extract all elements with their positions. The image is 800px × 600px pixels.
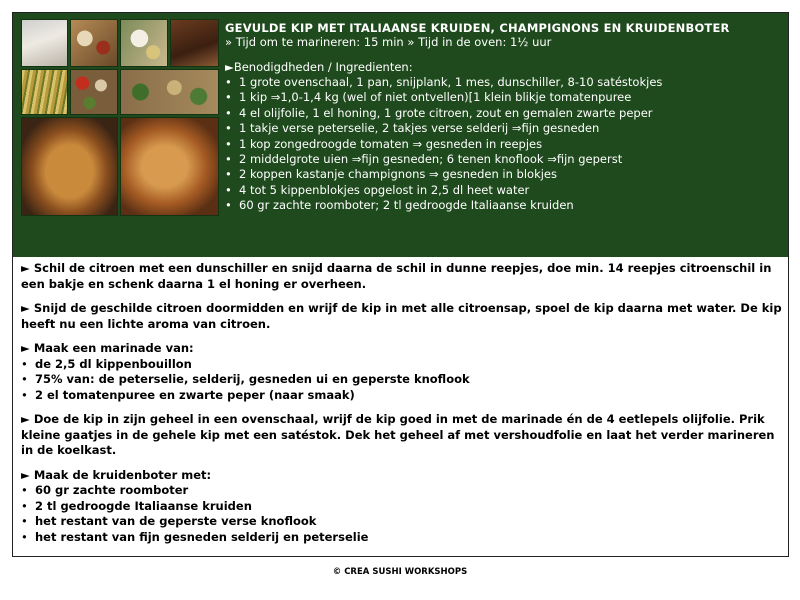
recipe-card (12, 12, 789, 557)
photo-ingredients-bowls (120, 19, 168, 67)
bullet-icon: • (21, 514, 28, 528)
herb-butter-item: • het restant van de geperste verse knoflook (21, 514, 317, 528)
step-marinade-heading: ► Maak een marinade van: (21, 341, 194, 355)
bullet-icon: • (225, 136, 232, 151)
ingredient-item: • 60 gr zachte roomboter; 2 tl gedroogde Italiaanse kruiden (225, 198, 574, 213)
ingredient-item: • 1 grote ovenschaal, 1 pan, snijplank, 1 mes, dunschiller, 8-10 satéstokjes (225, 75, 663, 89)
marinade-item: • 75% van: de peterselie, selderij, gesneden ui en geperste knoflook (21, 372, 470, 386)
bullet-icon: • (225, 121, 232, 136)
recipe-info (225, 21, 785, 214)
bullet-icon: • (225, 167, 232, 182)
bullet-icon: • (21, 529, 28, 544)
bullet-icon: • (225, 152, 232, 167)
ingredient-item: • 1 kop zongedroogde tomaten ⇒ gesneden in reepjes (225, 136, 543, 151)
bullet-icon: • (21, 387, 28, 402)
photo-roasted-chicken-closeup (120, 117, 219, 216)
photo-collage (21, 19, 219, 216)
bullet-icon: • (21, 498, 28, 513)
bullet-icon: • (225, 75, 232, 89)
ingredient-item: • 1 takje verse peterselie, 2 takjes verse selderij ⇒fijn gesneden (225, 121, 600, 136)
ingredient-item: • 4 el olijfolie, 1 el honing, 1 grote citroen, zout en gemalen zwarte peper (225, 105, 653, 120)
ingredients-heading: ►Benodigdheden / Ingredienten: (225, 60, 413, 74)
marinade-list (21, 357, 783, 404)
ingredient-item: • 4 tot 5 kippenblokjes opgelost in 2,5 dl heet water (225, 182, 530, 197)
photo-whole-chicken (21, 19, 68, 67)
ingredients-list (225, 75, 785, 214)
recipe-times: » Tijd om te marineren: 15 min » Tijd in de oven: 1½ uur (225, 35, 552, 49)
ingredient-item: • 1 kip ⇒1,0-1,4 kg (wel of niet ontvellen)[1 klein blikje tomatenpuree (225, 90, 632, 105)
photo-marinated-chicken (170, 19, 219, 67)
bullet-icon: • (225, 105, 232, 120)
step-lemon-juice: ► Snijd de geschilde citroen doormidden en wrijf de kip in met alle citroensap, spoel de kip daarna met water. De kip heeft nu een lichte aroma van citroen. (21, 301, 782, 331)
bullet-icon: • (225, 90, 232, 105)
herb-butter-item: • 2 tl gedroogde Italiaanse kruiden (21, 498, 252, 513)
ingredient-item: • 2 middelgrote uien ⇒fijn gesneden; 6 tenen knoflook ⇒fijn geperst (225, 152, 623, 167)
recipe-header-panel (13, 13, 788, 257)
herb-butter-list (21, 483, 783, 545)
photo-roasted-chicken (21, 117, 118, 216)
bullet-icon: • (21, 483, 28, 497)
bullet-icon: • (225, 182, 232, 197)
photo-chopped-vegetables (70, 69, 118, 115)
ingredient-item: • 2 koppen kastanje champignons ⇒ gesneden in blokjes (225, 167, 557, 182)
photo-lemon-strips (21, 69, 68, 115)
bullet-icon: • (225, 198, 232, 213)
bullet-icon: • (21, 356, 28, 371)
step-lemon-peel: ► Schil de citroen met een dunschiller en snijd daarna de schil in dunne reepjes, doe min. 14 reepjes citroenschil in een bakje en schenk daarna 1 el honing er overheen. (21, 261, 772, 291)
instructions (21, 261, 783, 554)
marinade-item: • 2 el tomatenpuree en zwarte peper (naar smaak) (21, 387, 355, 402)
bullet-icon: • (21, 372, 28, 386)
step-marinate-chicken: ► Doe de kip in zijn geheel in een ovenschaal, wrijf de kip goed in met de marinade én de 4 eetlepels olijfolie. Prik kleine gaatjes in de gehele kip met een satéstok. Dek het geheel af met vershoudfolie en laat het verder marineren in de koelkast. (21, 412, 775, 457)
marinade-item: • de 2,5 dl kippenbouillon (21, 356, 192, 371)
photo-mushroom-filling (120, 69, 219, 115)
herb-butter-item: • 60 gr zachte roomboter (21, 483, 189, 497)
herb-butter-item: • het restant van fijn gesneden selderij en peterselie (21, 529, 369, 544)
photo-ingredients (70, 19, 118, 67)
copyright-footer: © CREA SUSHI WORKSHOPS (332, 567, 468, 577)
step-herb-butter-heading: ► Maak de kruidenboter met: (21, 467, 212, 482)
recipe-title: GEVULDE KIP MET ITALIAANSE KRUIDEN, CHAMPIGNONS EN KRUIDENBOTER (225, 21, 730, 35)
